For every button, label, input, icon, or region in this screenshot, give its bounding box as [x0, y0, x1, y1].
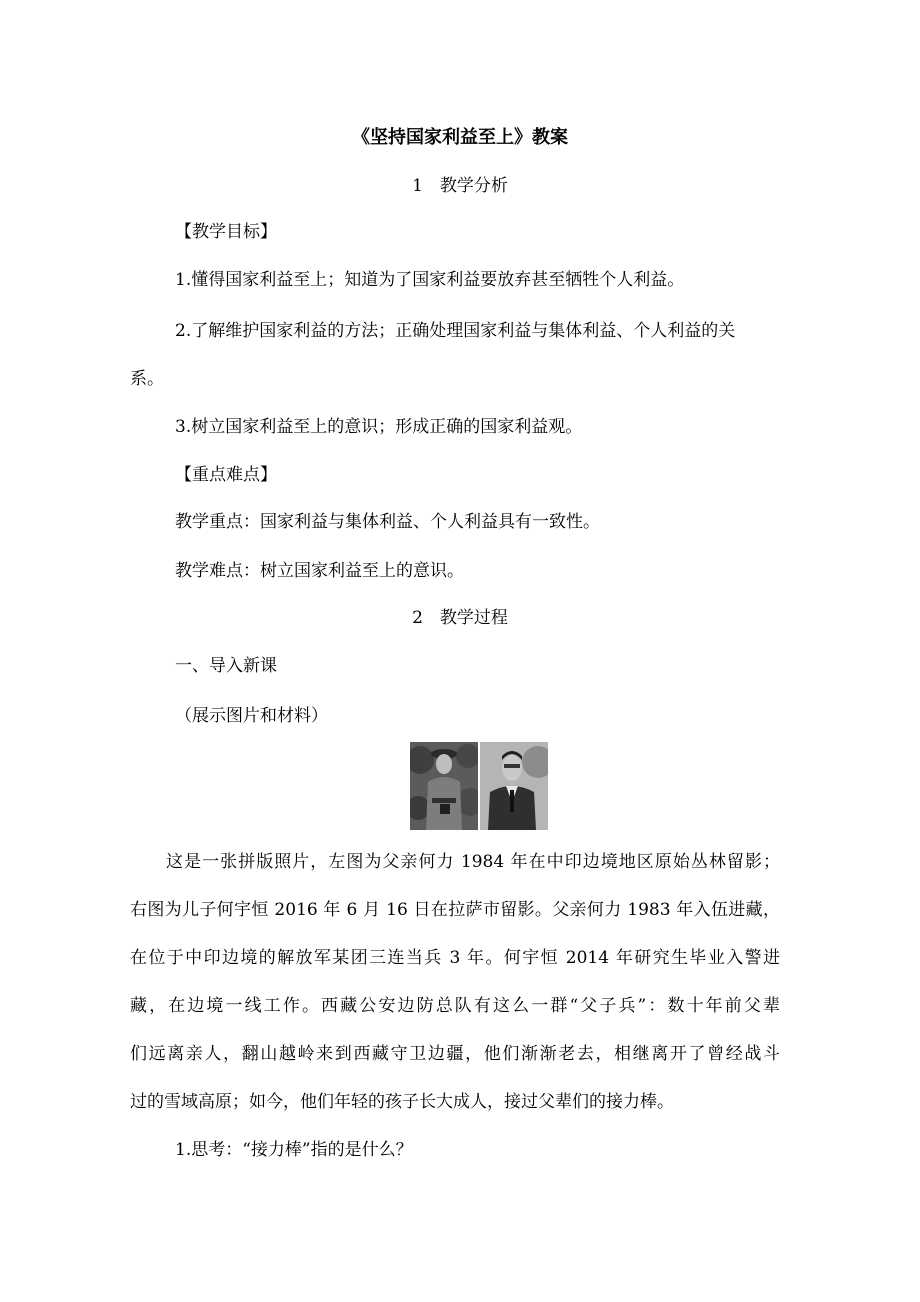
question-1: 1.思考：“接力棒”指的是什么？ — [175, 1140, 413, 1160]
document-title: 《坚持国家利益至上》教案 — [352, 127, 568, 148]
paragraph-line-4: 藏，在边境一线工作。西藏公安边防总队有这么一群“父子兵”：数十年前父辈 — [130, 996, 780, 1016]
goal-item-2-line1: 2.了解维护国家利益的方法；正确处理国家利益与集体利益、个人利益的关 — [175, 321, 736, 341]
key-points-heading: 【重点难点】 — [175, 465, 277, 485]
paragraph-line-2: 右图为儿子何宇恒 2016 年 6 月 16 日在拉萨市留影。父亲何力 1983 年入伍进藏， — [130, 900, 780, 920]
goal-item-1: 1.懂得国家利益至上；知道为了国家利益要放弃甚至牺牲个人利益。 — [175, 270, 685, 290]
show-materials-note: （展示图片和材料） — [175, 706, 328, 726]
paragraph-line-6: 过的雪域高原；如今，他们年轻的孩子长大成人，接过父辈们的接力棒。 — [130, 1092, 674, 1112]
paragraph-line-5: 们远离亲人，翻山越岭来到西藏守卫边疆，他们渐渐老去，相继离开了曾经战斗 — [130, 1044, 780, 1064]
section-heading-process: 2 教学过程 — [412, 608, 508, 628]
goal-item-2-line2: 系。 — [130, 369, 164, 389]
goal-item-3: 3.树立国家利益至上的意识；形成正确的国家利益观。 — [175, 417, 583, 437]
paragraph-line-3: 在位于中印边境的解放军某团三连当兵 3 年。何宇恒 2014 年研究生毕业入警进 — [130, 948, 780, 968]
father-son-composite-photo — [410, 742, 548, 830]
intro-heading: 一、导入新课 — [175, 656, 277, 676]
difficult-point-text: 教学难点：树立国家利益至上的意识。 — [175, 561, 464, 581]
paragraph-line-1: 这是一张拼版照片，左图为父亲何力 1984 年在中印边境地区原始丛林留影； — [130, 852, 780, 872]
key-point-text: 教学重点：国家利益与集体利益、个人利益具有一致性。 — [175, 512, 600, 532]
goals-heading: 【教学目标】 — [175, 222, 277, 242]
section-heading-analysis: 1 教学分析 — [412, 176, 508, 196]
